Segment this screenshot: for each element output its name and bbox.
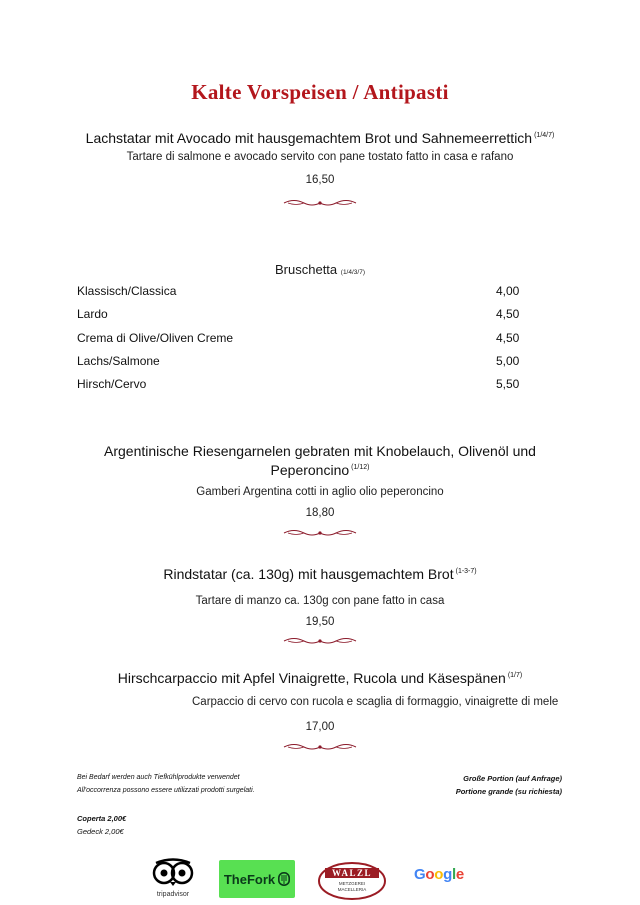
dish-4-allergens: (1/7)	[507, 672, 523, 680]
bruschetta-title: Bruschetta	[275, 262, 338, 277]
bruschetta-item-3-price: 4,50	[496, 331, 520, 345]
bruschetta-item-5-price: 5,50	[496, 377, 520, 391]
dish-1-subtitle: Tartare di salmone e avocado servito con pane tostato fatto in casa e rafano	[126, 151, 514, 163]
ornament-divider-icon	[282, 634, 358, 648]
tripadvisor-logo	[150, 858, 196, 898]
large-portion-de: Große Portion (auf Anfrage)	[463, 774, 562, 783]
bruschetta-item-5-label: Hirsch/Cervo	[77, 377, 147, 391]
bruschetta-allergens: (1/4/3/7)	[340, 269, 365, 276]
dish-2-name-line2-wrap	[0, 462, 640, 478]
google-logo: Google	[414, 866, 464, 883]
dish-1-name	[0, 130, 640, 146]
frozen-note-de: Bei Bedarf werden auch Tiefkühlprodukte verwendet	[77, 774, 240, 781]
walzl-line1: METZGEREI	[338, 881, 366, 886]
page-title: Kalte Vorspeisen / Antipasti	[191, 80, 449, 104]
dish-4-name	[0, 670, 640, 686]
dish-1-price: 16,50	[305, 174, 335, 186]
fork-icon	[278, 872, 290, 886]
bruschetta-item-1-price: 4,00	[496, 284, 520, 298]
dish-2-name-line2: Peperoncino	[270, 462, 350, 478]
dish-2-allergens: (1/12)	[351, 464, 370, 472]
dish-3-allergens: (1-3-7)	[455, 568, 477, 576]
thefork-logo	[219, 860, 295, 898]
frozen-note-it: All'occorrenza possono essere utilizzati prodotti surgelati.	[77, 787, 255, 794]
coperto-note: Coperta 2,00€	[77, 814, 127, 823]
dish-4-subtitle: Carpaccio di cervo con rucola e scaglia di formaggio, vinaigrette di mele	[192, 696, 559, 708]
ornament-divider-icon	[282, 196, 358, 210]
owl-icon	[150, 858, 196, 886]
dish-3-price: 19,50	[305, 616, 335, 628]
dish-3-name-text: Rindstatar (ca. 130g) mit hausgemachtem Brot	[163, 566, 454, 582]
bruschetta-heading	[0, 262, 640, 277]
gedeck-note: Gedeck 2,00€	[77, 827, 124, 836]
bruschetta-item-2-price: 4,50	[496, 307, 520, 321]
bruschetta-item-4-label: Lachs/Salmone	[77, 354, 160, 368]
dish-1-allergens: (1/4/7)	[534, 132, 555, 140]
ornament-divider-icon	[282, 526, 358, 540]
large-portion-it: Portione grande (su richiesta)	[455, 787, 562, 796]
bruschetta-item-3-label: Crema di Olive/Oliven Creme	[77, 331, 234, 345]
walzl-logo	[317, 861, 387, 901]
dish-4-name-text: Hirschcarpaccio mit Apfel Vinaigrette, Rucola und Käsespänen	[117, 670, 506, 686]
dish-3-name	[0, 566, 640, 582]
dish-1-name-text: Lachstatar mit Avocado mit hausgemachtem Brot und Sahnemeerrettich	[85, 130, 533, 146]
dish-3-subtitle: Tartare di manzo ca. 130g con pane fatto in casa	[195, 595, 445, 607]
ornament-divider-icon	[282, 740, 358, 754]
bruschetta-item-2-label: Lardo	[77, 307, 108, 321]
dish-2-subtitle: Gamberi Argentina cotti in aglio olio peperoncino	[196, 486, 444, 498]
dish-2-price: 18,80	[305, 507, 335, 519]
tripadvisor-label: tripadvisor	[156, 891, 190, 898]
walzl-name: WALZL	[331, 868, 372, 878]
bruschetta-item-4-price: 5,00	[496, 354, 520, 368]
walzl-line2: MACELLERIA	[337, 887, 367, 892]
dish-4-price: 17,00	[305, 721, 335, 733]
bruschetta-item-1-label: Klassisch/Classica	[77, 284, 177, 298]
thefork-label: TheFork	[223, 871, 276, 887]
dish-2-name-line1: Argentinische Riesengarnelen gebraten mit Knobelauch, Olivenöl und	[104, 443, 536, 459]
